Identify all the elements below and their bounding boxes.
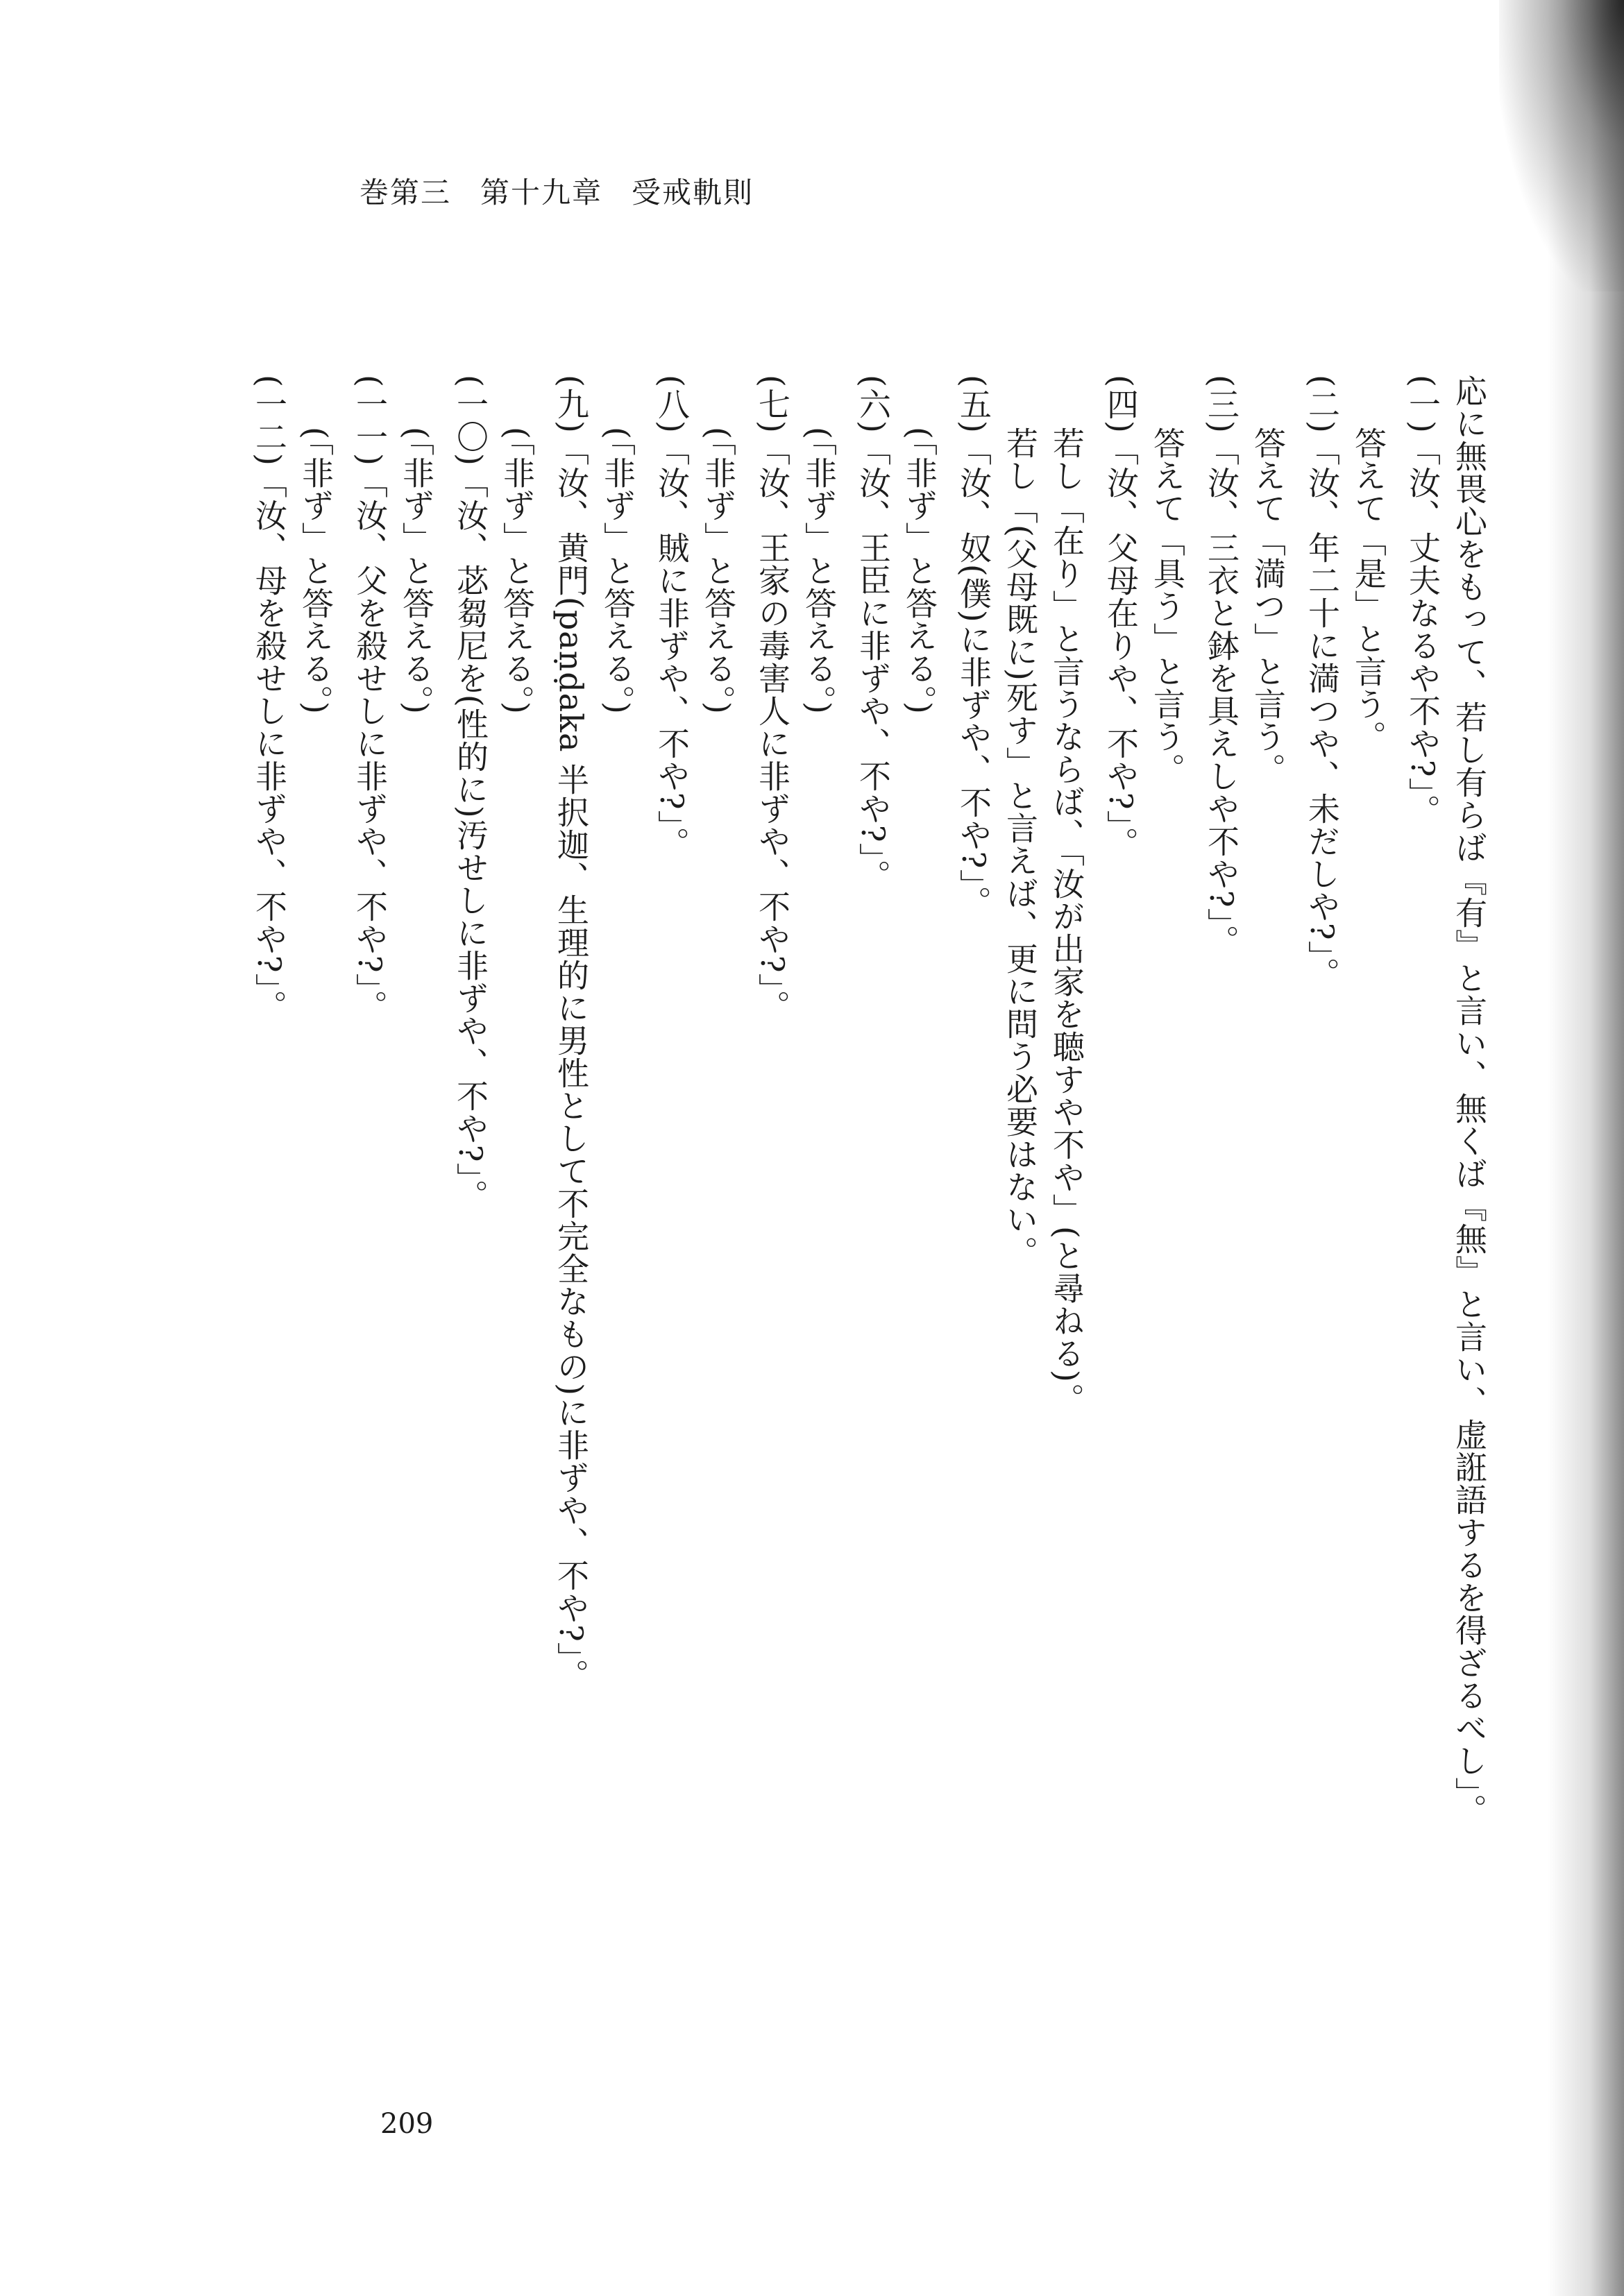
line-text: 答えて「満つ」と言う。 <box>1249 427 1287 785</box>
header-chapter: 第十九章 <box>480 176 603 210</box>
item-number: (一二) <box>251 375 288 466</box>
text-line <box>1190 375 1244 1762</box>
text-line <box>942 375 997 1762</box>
text-line <box>1291 375 1345 1762</box>
line-text: (「非ず」と答える。) <box>901 427 938 715</box>
line-text: (「非ず」と答える。) <box>700 427 737 715</box>
text-line <box>1446 375 1492 1826</box>
text-line <box>1090 375 1144 1762</box>
item-number: (一) <box>1404 375 1441 434</box>
item-number: (二) <box>1303 375 1341 434</box>
text-line <box>842 375 896 1762</box>
line-text: 応に無畏心をもって、若し有らば『有』と言い、無くば『無』と言い、虚誑語するを得ざるべし」。 <box>1450 375 1488 1826</box>
line-text: (「非ず」と答える。) <box>498 427 536 715</box>
line-text: 若し「(父母既に)死す」と言えば、更に問う必要はない。 <box>1001 427 1039 1268</box>
item-number: (九) <box>552 375 590 434</box>
line-text: 「汝、奴(僕)に非ずや、不や?」。 <box>955 433 992 919</box>
scan-edge-shadow <box>1548 0 1624 2296</box>
line-text: 「汝、母を殺せしに非ずや、不や?」。 <box>251 466 288 1023</box>
item-number: (三) <box>1203 375 1240 434</box>
line-text: 「汝、賊に非ずや、不や?」。 <box>653 433 691 860</box>
scan-corner-shadow <box>1499 0 1624 291</box>
text-line <box>1043 375 1090 1762</box>
item-number: (一〇) <box>452 375 489 466</box>
text-line <box>641 375 695 1762</box>
text-line <box>439 375 493 1762</box>
line-text: 「汝、年二十に満つや、未だしや?」。 <box>1303 433 1341 990</box>
text-line <box>1345 375 1392 1762</box>
text-line <box>997 375 1043 1762</box>
line-text: 「汝、父母在りや、不や?」。 <box>1102 433 1140 860</box>
line-text: 「汝、王家の毒害人に非ずや、不や?」。 <box>754 433 791 1023</box>
text-line <box>393 375 439 1762</box>
line-text: 「汝、黄門(paṇḍaka 半択迦、生理的に男性として不完全なもの)に非ずや、不や?」。 <box>552 433 590 1692</box>
line-text: (「非ず」と答える。) <box>297 427 335 715</box>
line-text: 「汝、苾芻尼を(性的に)汚せしに非ずや、不や?」。 <box>452 466 489 1212</box>
text-line <box>795 375 842 1762</box>
item-number: (四) <box>1102 375 1140 434</box>
item-number: (六) <box>854 375 892 434</box>
item-number: (五) <box>955 375 992 434</box>
line-text: 「汝、父を殺せしに非ずや、不や?」。 <box>351 466 389 1023</box>
vertical-body-text <box>238 375 1492 1826</box>
line-text: (「非ず」と答える。) <box>599 427 636 715</box>
item-number: (七) <box>754 375 791 434</box>
line-text: 若し「在り」と言うならば、「汝が出家を聴すや不や」(と尋ねる)。 <box>1048 427 1085 1415</box>
text-line <box>594 375 641 1762</box>
line-text: 「汝、丈夫なるや不や?」。 <box>1404 433 1441 827</box>
text-line <box>741 375 795 1762</box>
header-title: 受戒軌則 <box>632 176 754 210</box>
page-number: 209 <box>380 2108 434 2140</box>
text-line <box>896 375 942 1762</box>
header-volume: 巻第三 <box>360 176 452 210</box>
text-line <box>1392 375 1446 1762</box>
line-text: (「非ず」と答える。) <box>800 427 838 715</box>
text-line <box>540 375 594 1762</box>
line-text: 「汝、三衣と鉢を具えしや不や?」。 <box>1203 433 1240 958</box>
text-line <box>339 375 393 1762</box>
text-line <box>695 375 741 1762</box>
line-text: 答えて「是」と言う。 <box>1350 427 1387 753</box>
line-text: 「汝、王臣に非ずや、不や?」。 <box>854 433 892 892</box>
text-line <box>238 375 292 1762</box>
running-header <box>360 170 754 212</box>
text-line <box>493 375 540 1762</box>
item-number: (八) <box>653 375 691 434</box>
line-text: 答えて「具う」と言う。 <box>1149 427 1186 785</box>
item-number: (一一) <box>351 375 389 466</box>
text-line <box>1244 375 1291 1762</box>
line-text: (「非ず」と答える。) <box>398 427 435 715</box>
text-line <box>292 375 339 1762</box>
text-line <box>1144 375 1190 1762</box>
